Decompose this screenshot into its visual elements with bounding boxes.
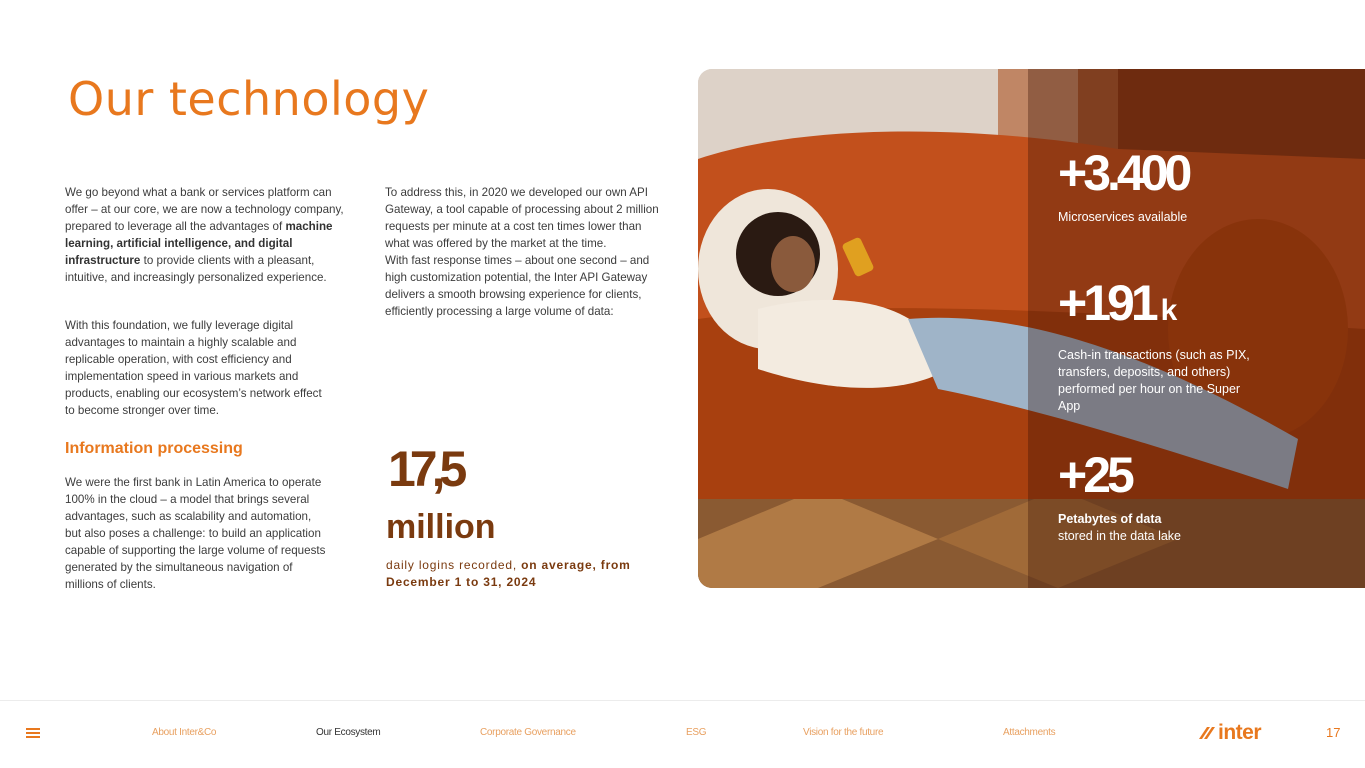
footer-nav xyxy=(0,700,1365,768)
page-title: Our technology xyxy=(68,72,430,126)
menu-icon[interactable] xyxy=(26,728,40,738)
intro-bold: machine learning, artificial intelligence, and digital infrastructure xyxy=(65,220,333,267)
api-gateway-paragraph: To address this, in 2020 we developed our own API Gateway, a tool capable of processing about 2 million requests per minute at a cost ten times lower than what was offered by the market at the time. With fast response times – about one second – and high customization potential, the Inter API Gateway delivers a smooth browsing experience for clients, efficiently processing a large volume of data: xyxy=(385,184,665,320)
cash-in-caption: Cash-in transactions (such as PIX, transfers, deposits, and others) performed per hour on the Super App xyxy=(1058,348,1250,413)
cloud-paragraph: We were the first bank in Latin America to operate 100% in the cloud – a model that brings several advantages, such as scalability and automation, but also poses a challenge: to build an application capable of supporting the large volume of requests generated by the simultaneous navigation of millions of clients. xyxy=(65,476,326,591)
daily-logins-number: 17,5 xyxy=(388,441,462,497)
inter-logo-icon xyxy=(1199,725,1215,741)
logo-text: inter xyxy=(1218,721,1262,744)
cash-in-stat xyxy=(1058,275,1258,415)
inter-logo xyxy=(1199,721,1261,745)
nav-vision[interactable]: Vision for the future xyxy=(803,727,884,738)
hero-photo xyxy=(698,69,1365,588)
daily-logins-unit: million xyxy=(386,508,496,546)
section-heading: Information processing xyxy=(65,440,243,457)
microservices-stat xyxy=(1058,145,1258,226)
foundation-paragraph: With this foundation, we fully leverage digital advantages to maintain a highly scalable and replicable operation, with cost efficiency and implementation speed in various markets and products, enabling our ecosystem’s network effect to become stronger over time. xyxy=(65,319,322,417)
data-lake-caption: Petabytes of data stored in the data lake xyxy=(1058,512,1181,543)
data-lake-stat xyxy=(1058,447,1258,545)
nav-attachments[interactable]: Attachments xyxy=(1003,727,1056,738)
nav-about[interactable]: About Inter&Co xyxy=(152,727,217,738)
daily-logins-caption: daily logins recorded, on average, from December 1 to 31, 2024 xyxy=(386,558,631,589)
nav-esg[interactable]: ESG xyxy=(686,727,707,738)
intro-paragraph: We go beyond what a bank or services platform can offer – at our core, we are now a technology company, prepared to leverage all the advantages of machine learning, artificial intelligence, and digital infrastructure to provide clients with a pleasant, intuitive, and increasingly personalized experience. xyxy=(65,186,344,284)
microservices-caption: Microservices available xyxy=(1058,210,1188,224)
response-paragraph: With fast response times – about one second – and high customization potential, the Inter API Gateway delivers a smooth browsing experience for clients, efficiently processing a large volume of data: xyxy=(385,254,650,318)
cash-in-number: +191 k xyxy=(1058,275,1178,331)
cash-in-unit: k xyxy=(1160,294,1178,327)
photo-illustration xyxy=(698,69,1365,588)
microservices-number: +3.400 xyxy=(1058,145,1189,201)
data-lake-number: +25 xyxy=(1058,447,1131,503)
nav-ecosystem[interactable]: Our Ecosystem xyxy=(316,727,381,738)
page-number: 17 xyxy=(1326,725,1341,740)
nav-governance[interactable]: Corporate Governance xyxy=(480,727,576,738)
